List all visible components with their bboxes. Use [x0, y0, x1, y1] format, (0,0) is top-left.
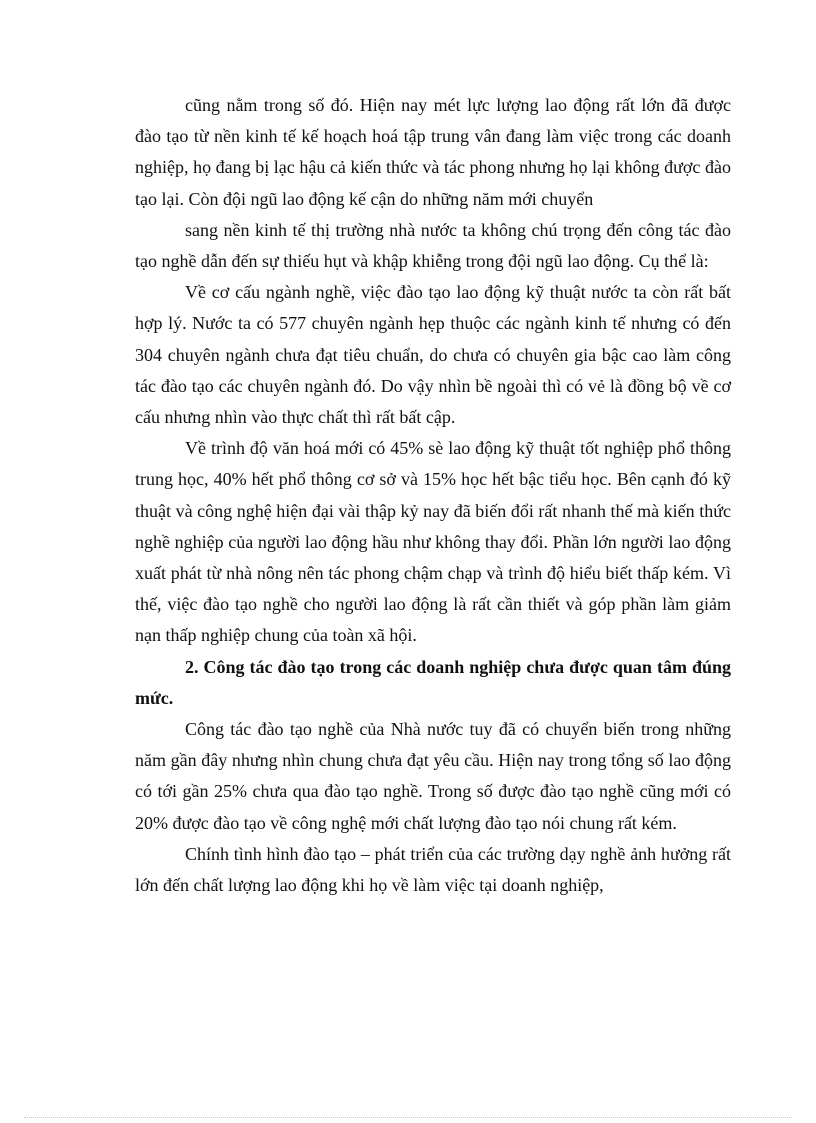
page-bottom-rule — [24, 1117, 792, 1118]
section-heading-2: 2. Công tác đào tạo trong các doanh nghiệp chưa được quan tâm đúng mức. — [135, 656, 731, 708]
paragraph-market-economy: sang nền kinh tế thị trường nhà nước ta không chú trọng đến công tác đào tạo nghề dẫn đến sự thiếu hụt và khập khiễng trong đội ngũ lao động. Cụ thể là: — [135, 219, 731, 272]
paragraph-state-training: Công tác đào tạo nghề của Nhà nước tuy đã có chuyển biến trong những năm gần đây nhưng nhìn chung chưa đạt yêu cầu. Hiện nay trong tổng số lao động có tới gần 25% chưa qua đào tạo nghề. Trong số được đào tạo nghề cũng mới có 20% được đào tạo về công nghệ mới chất lượng đào tạo nói chung rất kém. — [135, 719, 731, 833]
document-page — [135, 90, 731, 901]
paragraph-occupation-structure: Về cơ cấu ngành nghề, việc đào tạo lao động kỹ thuật nước ta còn rất bất hợp lý. Nước ta có 577 chuyên ngành hẹp thuộc các ngành kinh tế nhưng có đến 304 chuyên ngành chưa đạt tiêu chuẩn, do chưa có chuyên gia bậc cao làm công tác đào tạo các chuyên ngành đó. Do vậy nhìn bề ngoài thì có vẻ là đồng bộ về cơ cấu nhưng nhìn vào thực chất thì rất bất cập. — [135, 282, 731, 428]
paragraph-workforce-intro: cũng nằm trong số đó. Hiện nay mét lực lượng lao động rất lớn đã được đào tạo từ nền kinh tế kế hoạch hoá tập trung vân đang làm việc trong các doanh nghiệp, họ đang bị lạc hậu cả kiến thức và tác phong nhưng họ lại không được đào tạo lại. Còn đội ngũ lao động kế cận do những năm mới chuyển — [135, 95, 731, 209]
paragraph-vocational-schools: Chính tình hình đào tạo – phát triển của các trường dạy nghề ảnh hưởng rất lớn đến chất lượng lao động khi họ về làm việc tại doanh nghiệp, — [135, 843, 731, 896]
paragraph-education-level: Về trình độ văn hoá mới có 45% sè lao động kỹ thuật tốt nghiệp phổ thông trung học, 40% hết phổ thông cơ sở và 15% học hết bậc tiểu học. Bên cạnh đó kỹ thuật và công nghệ hiện đại vài thập kỷ nay đã biến đổi rất nhanh thế mà kiến thức nghề nghiệp của người lao động hầu như không thay đổi. Phần lớn người lao động xuất phát từ nhà nông nên tác phong chậm chạp và trình độ hiểu biết thấp kém. Vì thế, việc đào tạo nghề cho người lao động là rất cần thiết và góp phần làm giảm nạn thấp nghiệp chung của toàn xã hội. — [135, 438, 731, 646]
